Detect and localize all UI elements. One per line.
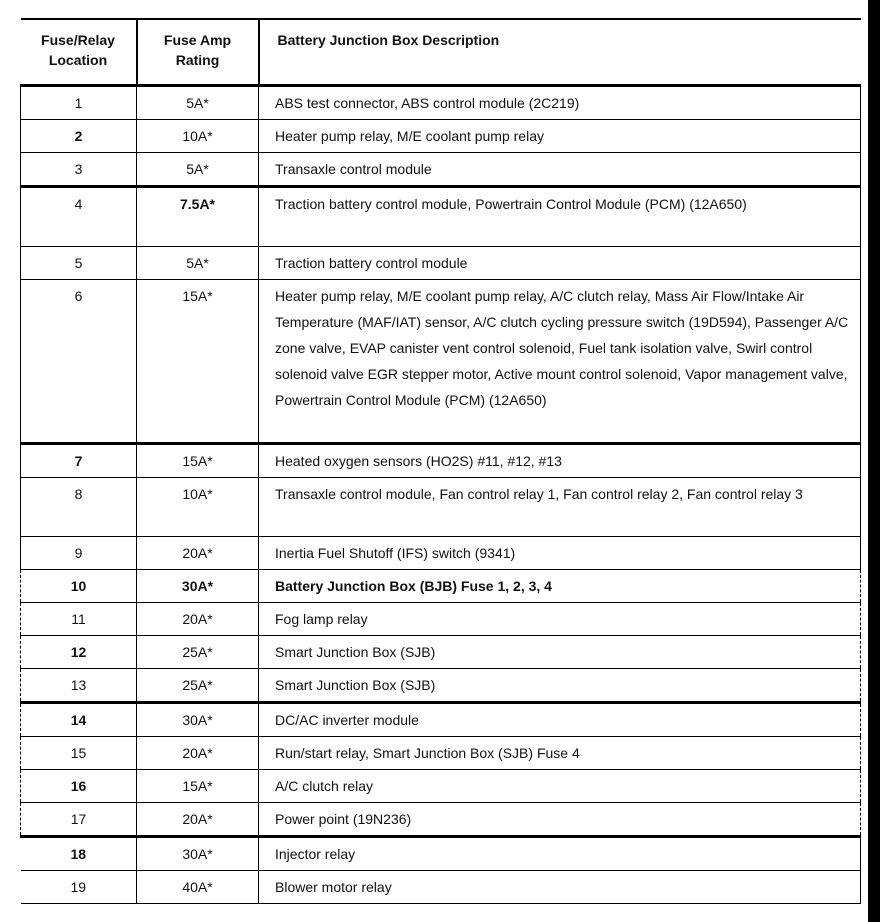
fuse-location: 13	[21, 669, 137, 703]
fuse-location: 5	[21, 247, 137, 280]
header-description: Battery Junction Box Description	[259, 19, 861, 86]
fuse-description: Transaxle control module	[259, 153, 861, 187]
header-amp-rating: Fuse Amp Rating	[137, 19, 259, 86]
fuse-description: Transaxle control module, Fan control relay 1, Fan control relay 2, Fan control relay 3	[259, 478, 861, 537]
fuse-location: 7	[21, 444, 137, 478]
fuse-description: Heater pump relay, M/E coolant pump relay, A/C clutch relay, Mass Air Flow/Intake Air Temperature (MAF/IAT) sensor, A/C clutch cycling pressure switch (19D594), Passenger A/C zone valve, EVAP canister vent control solenoid, Fuel tank isolation valve, Swirl control solenoid valve EGR stepper motor, Active mount control solenoid, Vapor management valve, Powertrain Control Module (PCM) (12A650)	[259, 280, 861, 444]
fuse-location: 14	[21, 703, 137, 737]
fuse-description: Blower motor relay	[259, 871, 861, 904]
fuse-location: 18	[21, 837, 137, 871]
fuse-location: 10	[21, 570, 137, 603]
table-row	[21, 737, 861, 770]
fuse-location: 11	[21, 603, 137, 636]
fuse-amp: 30A*	[137, 570, 259, 603]
fuse-amp: 5A*	[137, 247, 259, 280]
header-location: Fuse/Relay Location	[21, 19, 137, 86]
fuse-location: 4	[21, 187, 137, 247]
fuse-amp: 25A*	[137, 636, 259, 669]
table-row	[21, 803, 861, 837]
fuse-location: 16	[21, 770, 137, 803]
fuse-description: Injector relay	[259, 837, 861, 871]
fuse-relay-table	[20, 18, 861, 904]
table-row	[21, 120, 861, 153]
fuse-amp: 15A*	[137, 770, 259, 803]
fuse-location: 8	[21, 478, 137, 537]
fuse-amp: 20A*	[137, 537, 259, 570]
fuse-amp: 10A*	[137, 478, 259, 537]
table-row	[21, 153, 861, 187]
fuse-amp: 30A*	[137, 703, 259, 737]
fuse-location: 15	[21, 737, 137, 770]
table-row	[21, 247, 861, 280]
fuse-location: 6	[21, 280, 137, 444]
table-header-row	[21, 19, 861, 86]
fuse-amp: 5A*	[137, 153, 259, 187]
table-row	[21, 837, 861, 871]
fuse-amp: 7.5A*	[137, 187, 259, 247]
table-row	[21, 280, 861, 444]
fuse-amp: 15A*	[137, 444, 259, 478]
fuse-location: 9	[21, 537, 137, 570]
fuse-amp: 5A*	[137, 86, 259, 120]
page-edge-bar	[868, 0, 880, 922]
fuse-description: Heater pump relay, M/E coolant pump relay	[259, 120, 861, 153]
fuse-amp: 40A*	[137, 871, 259, 904]
fuse-amp: 20A*	[137, 603, 259, 636]
fuse-description: Traction battery control module	[259, 247, 861, 280]
table-row	[21, 703, 861, 737]
fuse-location: 3	[21, 153, 137, 187]
fuse-location: 1	[21, 86, 137, 120]
fuse-description: Inertia Fuel Shutoff (IFS) switch (9341)	[259, 537, 861, 570]
fuse-description: ABS test connector, ABS control module (2C219)	[259, 86, 861, 120]
table-row	[21, 603, 861, 636]
fuse-description: Fog lamp relay	[259, 603, 861, 636]
table-row	[21, 770, 861, 803]
fuse-amp: 20A*	[137, 803, 259, 837]
table-row	[21, 444, 861, 478]
fuse-location: 19	[21, 871, 137, 904]
table-row	[21, 669, 861, 703]
table-row	[21, 636, 861, 669]
fuse-description: Traction battery control module, Powertrain Control Module (PCM) (12A650)	[259, 187, 861, 247]
fuse-amp: 10A*	[137, 120, 259, 153]
fuse-amp: 30A*	[137, 837, 259, 871]
fuse-description: Smart Junction Box (SJB)	[259, 636, 861, 669]
fuse-description: DC/AC inverter module	[259, 703, 861, 737]
fuse-location: 17	[21, 803, 137, 837]
table-row	[21, 871, 861, 904]
fuse-description: Smart Junction Box (SJB)	[259, 669, 861, 703]
fuse-amp: 25A*	[137, 669, 259, 703]
table-row	[21, 187, 861, 247]
fuse-description: Run/start relay, Smart Junction Box (SJB) Fuse 4	[259, 737, 861, 770]
fuse-amp: 15A*	[137, 280, 259, 444]
fuse-amp: 20A*	[137, 737, 259, 770]
table-row	[21, 570, 861, 603]
table-row	[21, 478, 861, 537]
fuse-description: Power point (19N236)	[259, 803, 861, 837]
fuse-location: 12	[21, 636, 137, 669]
fuse-location: 2	[21, 120, 137, 153]
fuse-description: Battery Junction Box (BJB) Fuse 1, 2, 3, 4	[259, 570, 861, 603]
table-row	[21, 537, 861, 570]
fuse-description: A/C clutch relay	[259, 770, 861, 803]
fuse-description: Heated oxygen sensors (HO2S) #11, #12, #13	[259, 444, 861, 478]
table-row	[21, 86, 861, 120]
